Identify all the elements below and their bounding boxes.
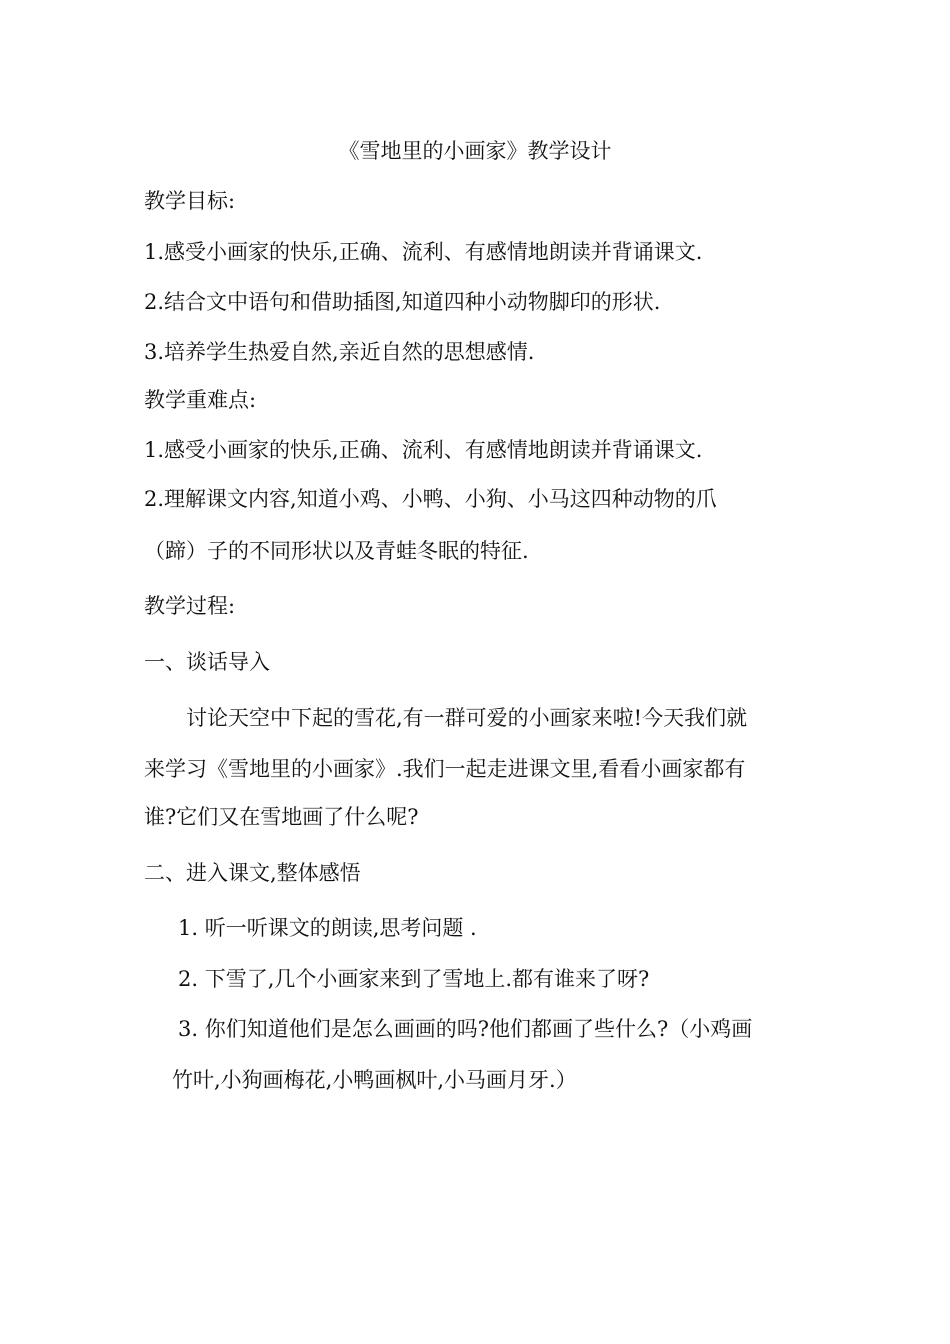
objective-item: 1.感受小画家的快乐,正确、流利、有感情地朗读并背诵课文. bbox=[144, 240, 703, 264]
objective-item: 3.培养学生热爱自然,亲近自然的思想感情. bbox=[144, 340, 535, 364]
list-item: 1. 听一听课文的朗读,思考问题 . bbox=[178, 916, 477, 940]
key-point-item: 1.感受小画家的快乐,正确、流利、有感情地朗读并背诵课文. bbox=[144, 438, 703, 462]
process-heading: 教学过程: bbox=[144, 594, 236, 618]
objective-item: 2.结合文中语句和借助插图,知道四种小动物脚印的形状. bbox=[144, 290, 661, 314]
list-item: 3. 你们知道他们是怎么画画的吗?他们都画了些什么?（小鸡画 bbox=[178, 1017, 753, 1041]
list-item-continuation: 竹叶,小狗画梅花,小鸭画枫叶,小马画月牙.） bbox=[172, 1068, 577, 1092]
key-points-heading: 教学重难点: bbox=[144, 388, 257, 412]
paragraph-line: 来学习《雪地里的小画家》.我们一起走进课文里,看看小画家都有 bbox=[144, 757, 746, 781]
paragraph-line: 讨论天空中下起的雪花,有一群可爱的小画家来啦!今天我们就 bbox=[186, 706, 748, 730]
document-title: 《雪地里的小画家》教学设计 bbox=[338, 139, 612, 163]
key-point-item: （蹄）子的不同形状以及青蛙冬眠的特征. bbox=[144, 539, 529, 563]
key-point-item: 2.理解课文内容,知道小鸡、小鸭、小狗、小马这四种动物的爪 bbox=[144, 487, 717, 511]
list-item: 2. 下雪了,几个小画家来到了雪地上.都有谁来了呀? bbox=[178, 967, 650, 991]
section-heading: 二、进入课文,整体感悟 bbox=[144, 861, 361, 885]
paragraph-line: 谁?它们又在雪地画了什么呢? bbox=[144, 805, 419, 829]
section-heading: 一、谈话导入 bbox=[144, 650, 270, 674]
objectives-heading: 教学目标: bbox=[144, 189, 236, 213]
